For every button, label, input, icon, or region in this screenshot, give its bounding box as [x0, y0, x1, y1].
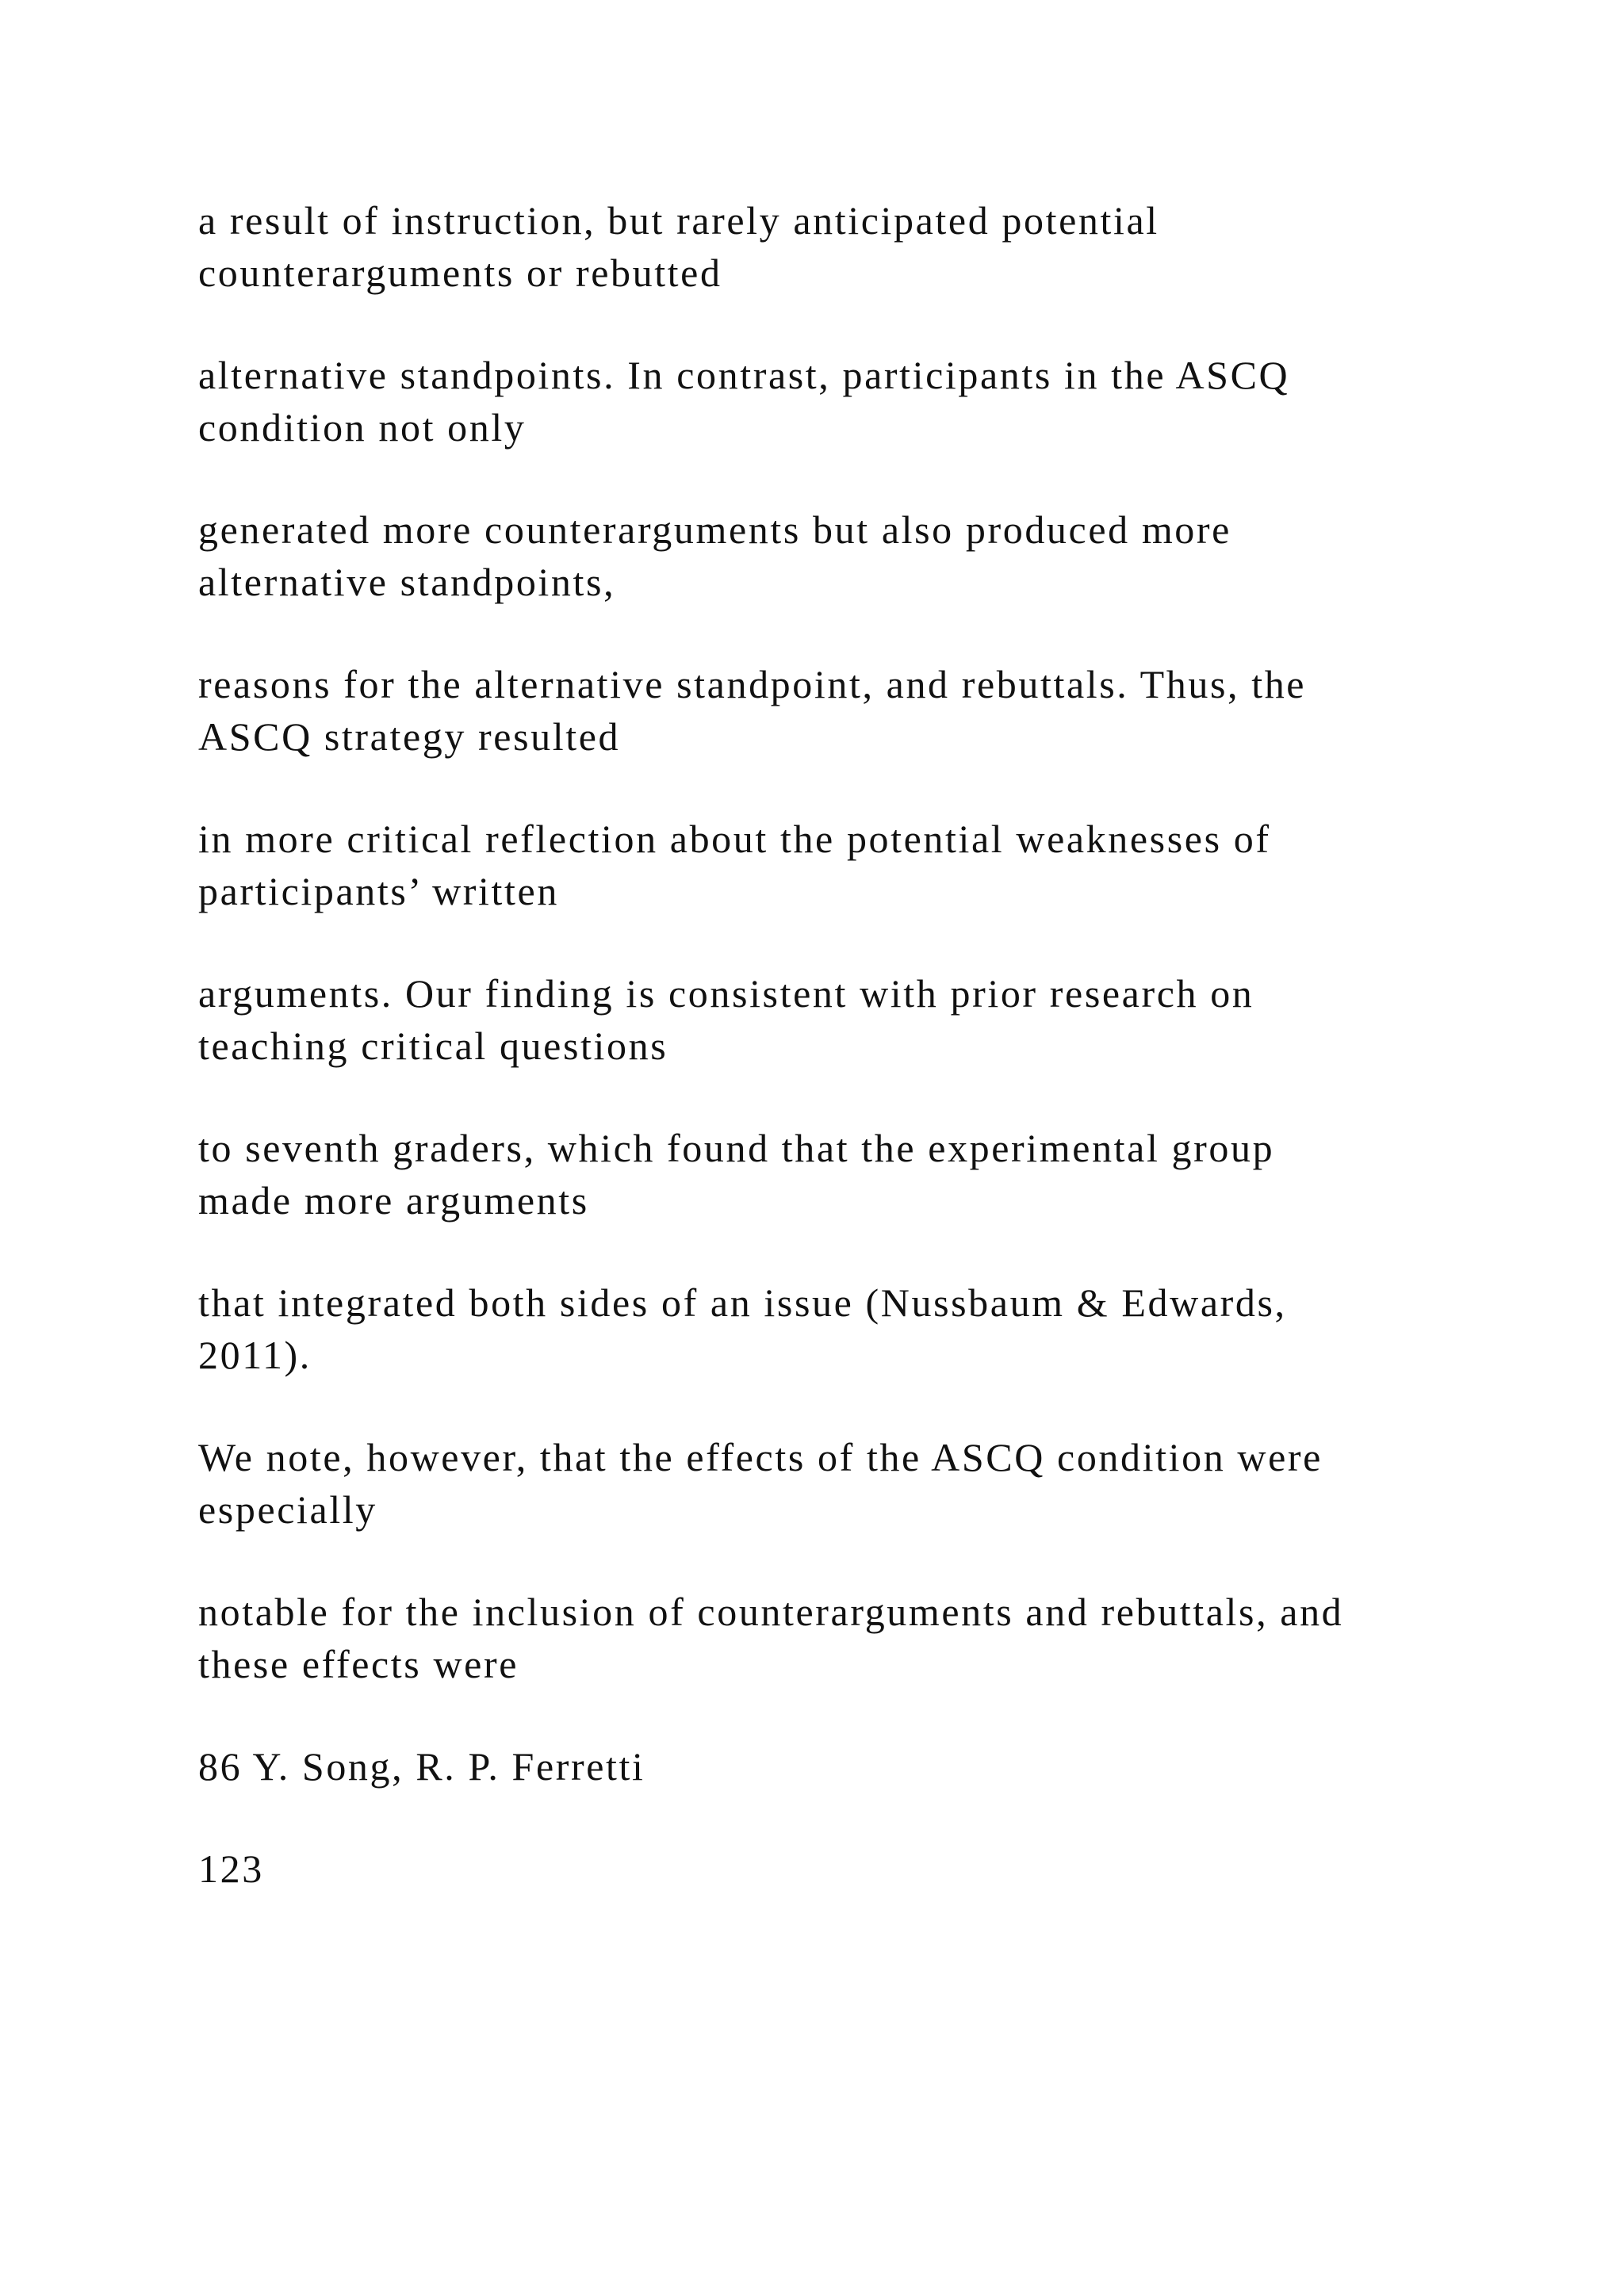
text-line: to seventh graders, which found that the experimental group [198, 1126, 1275, 1170]
text-line: ASCQ strategy resulted [198, 714, 621, 759]
text-line: 2011). [198, 1333, 312, 1377]
paragraph [198, 1122, 1499, 1226]
paragraph [198, 349, 1499, 453]
text-line: teaching critical questions [198, 1024, 668, 1068]
text-line: condition not only [198, 405, 527, 450]
author-line: 86 Y. Song, R. P. Ferretti [198, 1744, 645, 1789]
document-body [198, 194, 1499, 1945]
paragraph [198, 813, 1499, 917]
paragraph [198, 194, 1499, 299]
text-line: notable for the inclusion of counterarguments and rebuttals, and [198, 1590, 1344, 1634]
page-number-block [198, 1843, 1499, 1895]
paragraph [198, 658, 1499, 763]
paragraph [198, 1431, 1499, 1536]
text-line: participants’ written [198, 869, 559, 913]
text-line: arguments. Our finding is consistent with prior research on [198, 971, 1254, 1016]
paragraph [198, 1586, 1499, 1690]
running-footer [198, 1740, 1499, 1793]
text-line: counterarguments or rebutted [198, 251, 722, 295]
text-line: alternative standpoints. In contrast, participants in the ASCQ [198, 353, 1290, 397]
paragraph [198, 1276, 1499, 1381]
paragraph [198, 503, 1499, 608]
text-line: reasons for the alternative standpoint, and rebuttals. Thus, the [198, 662, 1307, 706]
text-line: that integrated both sides of an issue (Nussbaum & Edwards, [198, 1280, 1287, 1325]
text-line: in more critical reflection about the potential weaknesses of [198, 817, 1271, 861]
text-line: We note, however, that the effects of the ASCQ condition were [198, 1435, 1323, 1479]
text-line: these effects were [198, 1642, 519, 1686]
paragraph [198, 967, 1499, 1072]
text-line: generated more counterarguments but also produced more [198, 507, 1231, 552]
text-line: a result of instruction, but rarely anticipated potential [198, 198, 1159, 243]
text-line: made more arguments [198, 1178, 589, 1223]
text-line: especially [198, 1487, 377, 1532]
page-number: 123 [198, 1846, 264, 1891]
text-line: alternative standpoints, [198, 560, 616, 604]
